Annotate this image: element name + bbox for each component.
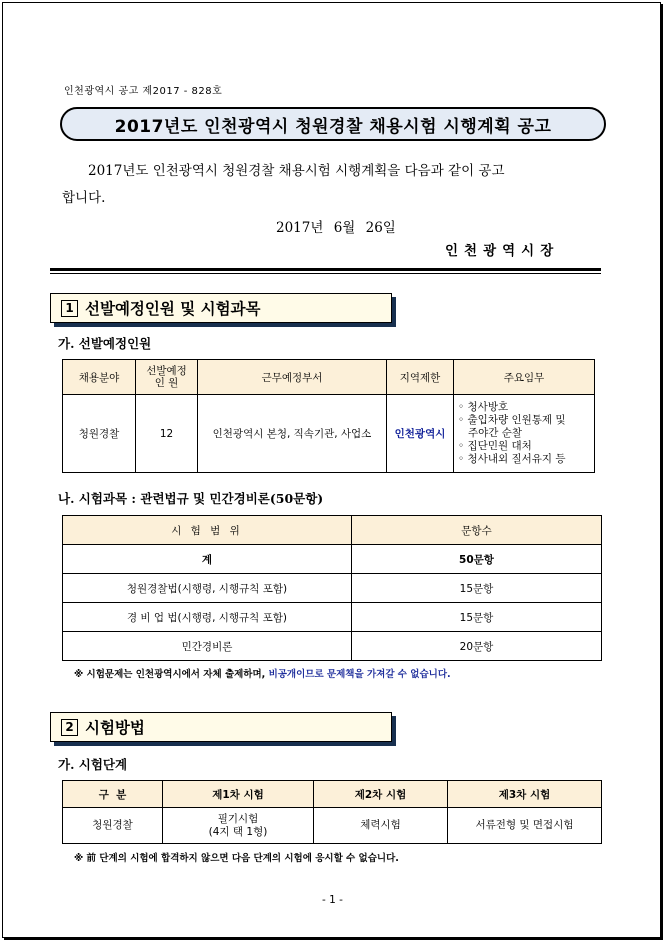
table-row xyxy=(63,603,602,632)
section-2-sub-a: 가. 시험단계 xyxy=(58,757,128,772)
note-prefix: ※ 시험문제는 인천광역시에서 자체 출제하며, xyxy=(74,669,269,680)
cell-stage-3: 서류전형 및 면접시험 xyxy=(448,808,602,844)
header-category: 구 분 xyxy=(63,781,163,808)
notice-number: 인천광역시 공고 제2017 - 828호 xyxy=(64,86,223,97)
header-stage-1: 제1차 시험 xyxy=(163,781,314,808)
table-row xyxy=(63,632,602,661)
header-stage-2: 제2차 시험 xyxy=(314,781,448,808)
cell-questions: 15문항 xyxy=(352,574,602,603)
duty-item: ◦ 청사방호 xyxy=(458,401,509,413)
header-count: 선발예정 인 원 xyxy=(136,360,198,395)
section-1-number: 1 xyxy=(61,300,78,317)
cell-stage-1: 필기시험 (4지 택 1형) xyxy=(163,808,314,844)
cell-count: 12 xyxy=(136,395,198,473)
recruitment-table xyxy=(62,359,595,473)
section-1-sub-a: 가. 선발예정인원 xyxy=(58,336,152,351)
header-duties: 주요임무 xyxy=(454,360,595,395)
section-2-title: 시험방법 xyxy=(85,719,145,737)
intro-paragraph xyxy=(62,158,604,212)
section-1-header xyxy=(50,293,392,323)
section-2-note: ※ 前 단계의 시험에 합격하지 않으면 다음 단계의 시험에 응시할 수 없습니다. xyxy=(74,853,399,864)
header-dept: 근무예정부서 xyxy=(198,360,387,395)
cell-scope: 경 비 업 법(시행령, 시행규칙 포함) xyxy=(63,603,352,632)
section-1-sub-b: 나. 시험과목 : 관련법규 및 민간경비론(50문항) xyxy=(58,491,324,506)
cell-scope: 민간경비론 xyxy=(63,632,352,661)
header-region: 지역제한 xyxy=(387,360,454,395)
intro-line-2: 합니다. xyxy=(62,190,106,206)
header-field: 채용분야 xyxy=(63,360,136,395)
note-highlight: 비공개이므로 문제책을 가져갈 수 없습니다. xyxy=(268,669,451,680)
cell-category: 청원경찰 xyxy=(63,808,163,844)
header-scope: 시 험 범 위 xyxy=(63,516,352,545)
section-2-header xyxy=(50,712,392,742)
cell-questions: 20문항 xyxy=(352,632,602,661)
divider-thick xyxy=(50,268,601,271)
section-2-number: 2 xyxy=(61,719,78,736)
cell-scope: 청원경찰법(시행령, 시행규칙 포함) xyxy=(63,574,352,603)
cell-dept: 인천광역시 본청, 직속기관, 사업소 xyxy=(198,395,387,473)
exam-stage-table xyxy=(62,780,602,844)
cell-region: 인천광역시 xyxy=(387,395,454,473)
cell-total-value: 50문항 xyxy=(352,545,602,574)
section-1-title: 선발예정인원 및 시험과목 xyxy=(85,300,261,318)
duty-item: ◦ 출입차량 인원통제 및 xyxy=(458,414,566,426)
header-questions: 문항수 xyxy=(352,516,602,545)
duty-item: ◦ 집단민원 대처 xyxy=(458,440,532,452)
cell-total-label: 계 xyxy=(63,545,352,574)
notice-date: 2017년 6월 26일 xyxy=(276,220,396,236)
header-stage-3: 제3차 시험 xyxy=(448,781,602,808)
table-row xyxy=(63,545,602,574)
duty-item: 주야간 순찰 xyxy=(458,427,523,439)
document-title: 2017년도 인천광역시 청원경찰 채용시험 시행계획 공고 xyxy=(60,107,606,141)
divider-thin xyxy=(50,273,601,274)
exam-scope-table xyxy=(62,515,602,661)
cell-stage-2: 체력시험 xyxy=(314,808,448,844)
cell-questions: 15문항 xyxy=(352,603,602,632)
signer: 인천광역시장 xyxy=(445,243,560,259)
table-row xyxy=(63,808,602,844)
page-number: - 1 - xyxy=(322,894,343,906)
duty-item: ◦ 청사내외 질서유지 등 xyxy=(458,453,566,465)
cell-duties xyxy=(454,395,595,473)
table-row xyxy=(63,574,602,603)
section-1-note xyxy=(74,666,451,680)
table-row xyxy=(63,395,595,473)
cell-field: 청원경찰 xyxy=(63,395,136,473)
intro-line-1: 2017년도 인천광역시 청원경찰 채용시험 시행계획을 다음과 같이 공고 xyxy=(88,163,505,179)
